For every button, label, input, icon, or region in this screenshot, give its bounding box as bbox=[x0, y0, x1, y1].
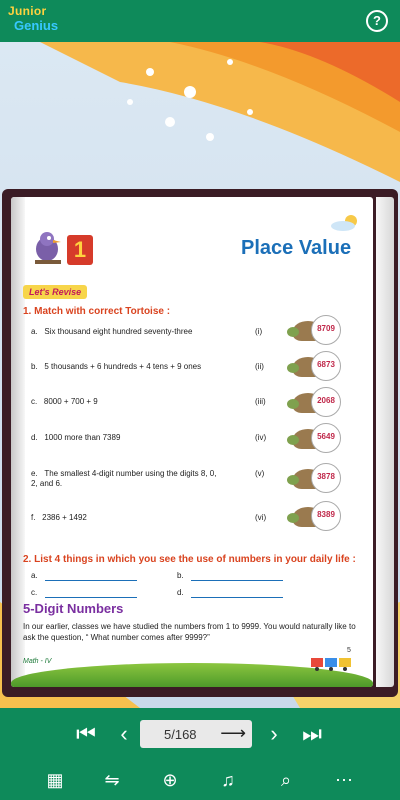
question-2-title: 2. List 4 things in which you see the use of numbers in your daily life : bbox=[23, 554, 356, 565]
roman-vi: (vi) bbox=[255, 513, 267, 522]
blank-c-label: c. bbox=[31, 588, 38, 597]
tortoise-head bbox=[287, 475, 299, 485]
roman-i: (i) bbox=[255, 327, 263, 336]
app-logo bbox=[6, 4, 66, 38]
item-a: a. Six thousand eight hundred seventy-three bbox=[31, 327, 193, 336]
tortoise-head bbox=[287, 435, 299, 445]
zoom-in-icon[interactable]: ⊕ bbox=[162, 770, 178, 790]
book-page[interactable] bbox=[11, 197, 373, 687]
train-decoration bbox=[311, 655, 355, 671]
tortoise-iv[interactable] bbox=[287, 423, 353, 457]
blank-d-label: d. bbox=[177, 588, 184, 597]
item-e: e. The smallest 4-digit number using the digits 8, 0, 2, and 6. bbox=[31, 469, 217, 488]
page-counter: 5/168 bbox=[164, 727, 197, 742]
tortoise-i[interactable] bbox=[287, 315, 353, 349]
blank-d-line bbox=[191, 597, 283, 598]
blank-c-line bbox=[45, 597, 137, 598]
logo-line2: Genius bbox=[14, 18, 59, 33]
item-b: b. 5 thousands + 6 hundreds + 4 tens + 9 ones bbox=[31, 362, 202, 371]
chapter-number: 1 bbox=[67, 235, 93, 265]
blank-b-line bbox=[191, 580, 283, 581]
question-1-title: 1. Match with correct Tortoise : bbox=[23, 306, 171, 317]
section-paragraph: In our earlier, classes we have studied the numbers from 1 to 9999. You would naturally like to ask the question, “ What number comes after 9999?” bbox=[23, 622, 356, 642]
tortoise-value: 3878 bbox=[317, 472, 335, 481]
next-page-icon[interactable]: › bbox=[270, 721, 278, 746]
top-bar bbox=[0, 0, 400, 42]
item-f: f. 2386 + 1492 bbox=[31, 513, 87, 522]
tortoise-head bbox=[287, 399, 299, 409]
sun-cloud-decoration bbox=[329, 213, 363, 233]
previous-page-icon[interactable]: ‹ bbox=[120, 721, 128, 746]
book-page-frame bbox=[2, 189, 398, 697]
chapter-title: Place Value bbox=[241, 237, 352, 259]
tortoise-ii[interactable] bbox=[287, 351, 353, 385]
tortoise-head bbox=[287, 363, 299, 373]
search-icon[interactable]: ⌕ bbox=[280, 770, 292, 790]
page-right-edge bbox=[376, 197, 394, 687]
roman-v: (v) bbox=[255, 469, 265, 478]
music-icon[interactable]: ♫ bbox=[221, 770, 235, 790]
swap-icon[interactable]: ⇋ bbox=[104, 770, 120, 790]
page-number-label: 5 bbox=[347, 647, 351, 654]
tortoise-head bbox=[287, 513, 299, 523]
page-indicator[interactable] bbox=[140, 720, 252, 748]
bird-illustration bbox=[31, 227, 65, 267]
lets-revise-tag: Let's Revise bbox=[23, 285, 87, 299]
page-navigation-bar bbox=[0, 708, 400, 760]
item-d: d. 1000 more than 7389 bbox=[31, 433, 121, 442]
tortoise-value: 6873 bbox=[317, 360, 335, 369]
page-footer-subject: Math - IV bbox=[23, 658, 52, 665]
go-arrow-icon[interactable]: ⟶ bbox=[220, 723, 246, 743]
roman-iv: (iv) bbox=[255, 433, 267, 442]
tortoise-value: 8709 bbox=[317, 324, 335, 333]
tortoise-iii[interactable] bbox=[287, 387, 353, 421]
help-button[interactable]: ? bbox=[366, 10, 388, 32]
tortoise-head bbox=[287, 327, 299, 337]
section-title-5-digit: 5-Digit Numbers bbox=[23, 601, 124, 616]
blank-b-label: b. bbox=[177, 571, 184, 580]
logo-line1: Junior bbox=[8, 4, 47, 18]
blank-a-label: a. bbox=[31, 571, 38, 580]
first-page-icon[interactable]: ⏮ bbox=[76, 721, 96, 746]
tortoise-v[interactable] bbox=[287, 463, 353, 497]
roman-iii: (iii) bbox=[255, 397, 266, 406]
tortoise-value: 8389 bbox=[317, 510, 335, 519]
bottom-toolbar bbox=[0, 760, 400, 800]
tortoise-value: 5649 bbox=[317, 432, 335, 441]
reader-background bbox=[0, 42, 400, 708]
blank-a-line bbox=[45, 580, 137, 581]
item-c: c. 8000 + 700 + 9 bbox=[31, 397, 98, 406]
grid-icon[interactable]: ▦ bbox=[46, 770, 64, 790]
tortoise-vi[interactable] bbox=[287, 501, 353, 535]
tortoise-value: 2068 bbox=[317, 396, 335, 405]
more-icon[interactable]: ⋯ bbox=[335, 770, 353, 790]
last-page-icon[interactable]: ⏭ bbox=[302, 721, 322, 746]
roman-ii: (ii) bbox=[255, 362, 264, 371]
